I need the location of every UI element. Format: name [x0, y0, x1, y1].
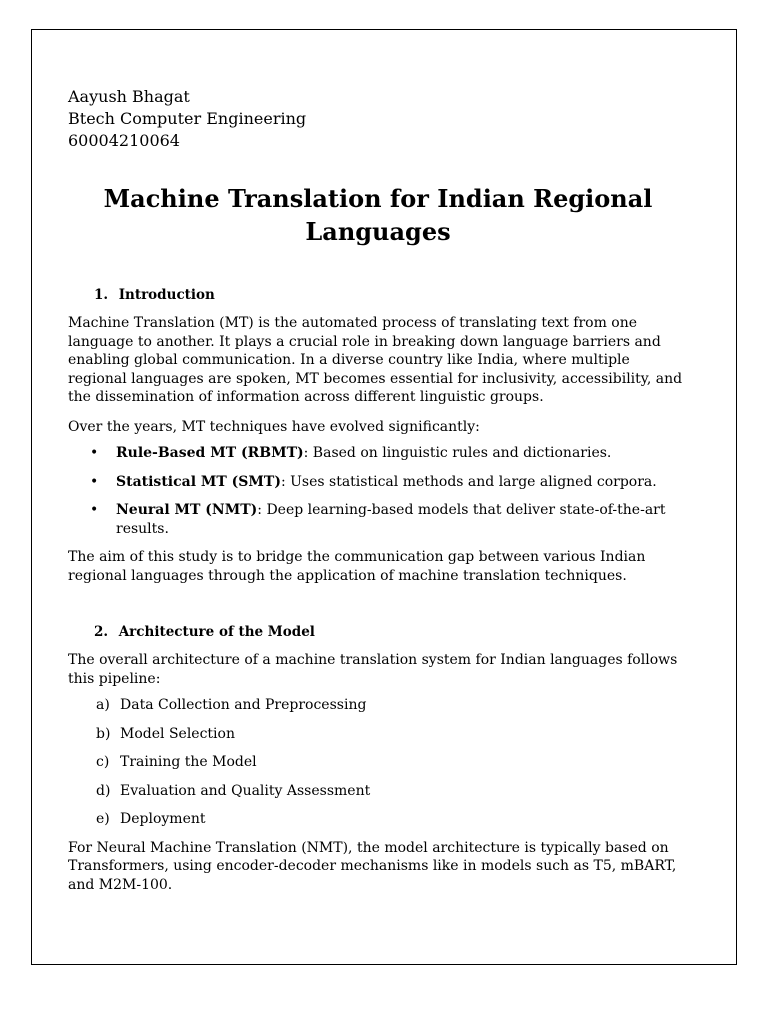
author-program: Btech Computer Engineering — [68, 109, 307, 128]
section-number: 1. — [94, 287, 109, 303]
technique-term: Statistical MT (SMT) — [116, 473, 281, 490]
step-marker: e) — [96, 811, 110, 827]
list-item — [68, 753, 688, 771]
list-item — [68, 725, 688, 743]
architecture-paragraph: The overall architecture of a machine translation system for Indian languages follows this pipeline: — [68, 652, 678, 687]
step-text: Deployment — [120, 811, 206, 827]
step-marker: b) — [96, 725, 111, 742]
technique-desc: : Uses statistical methods and large aligned corpora. — [280, 473, 657, 490]
bullet-icon: • — [90, 502, 99, 518]
step-marker: a) — [96, 697, 110, 713]
technique-desc: : Based on linguistic rules and dictionaries. — [303, 445, 612, 461]
document-title: Machine Translation for Indian Regional Languages — [103, 184, 653, 246]
document-body — [68, 86, 688, 894]
list-item — [68, 501, 688, 538]
techniques-lead: Over the years, MT techniques have evolved significantly: — [68, 418, 480, 435]
section-heading-architecture — [94, 623, 688, 641]
technique-desc: : Deep learning-based models that deliver state-of-the-art results. — [116, 502, 666, 537]
step-text: Model Selection — [120, 725, 235, 742]
author-block — [68, 86, 688, 152]
intro-paragraph: Machine Translation (MT) is the automated process of translating text from one language to another. It plays a crucial role in breaking down language barriers and enabling global communication. In a diverse country like India, where multiple regional languages are spoken, MT becomes essential for inclusivity, accessibility, and the dissemination of information across different linguistic groups. — [68, 315, 683, 405]
step-text: Data Collection and Preprocessing — [120, 697, 367, 713]
technique-term: Rule-Based MT (RBMT) — [116, 445, 304, 461]
list-item — [68, 473, 688, 492]
author-id: 60004210064 — [68, 131, 180, 150]
list-item — [68, 696, 688, 714]
nmt-paragraph: For Neural Machine Translation (NMT), the model architecture is typically based on Transformers, using encoder-decoder mechanisms like in models such as T5, mBART, and M2M-100. — [68, 839, 677, 893]
list-item — [68, 444, 688, 463]
step-marker: d) — [96, 782, 111, 799]
step-marker: c) — [96, 754, 110, 770]
author-name: Aayush Bhagat — [68, 87, 190, 106]
aim-paragraph: The aim of this study is to bridge the communication gap between various Indian regional languages through the application of machine translation techniques. — [68, 549, 646, 584]
section-heading-introduction — [94, 286, 688, 304]
step-text: Training the Model — [120, 754, 257, 770]
bullet-icon: • — [90, 445, 99, 461]
technique-term: Neural MT (NMT) — [116, 502, 258, 518]
section-title: Introduction — [118, 287, 215, 303]
pipeline-steps-list — [68, 696, 688, 828]
techniques-list — [68, 444, 688, 538]
list-item — [68, 810, 688, 828]
list-item — [68, 782, 688, 800]
bullet-icon: • — [90, 473, 99, 490]
step-text: Evaluation and Quality Assessment — [120, 782, 371, 799]
section-title: Architecture of the Model — [118, 624, 315, 640]
section-number: 2. — [94, 624, 109, 640]
